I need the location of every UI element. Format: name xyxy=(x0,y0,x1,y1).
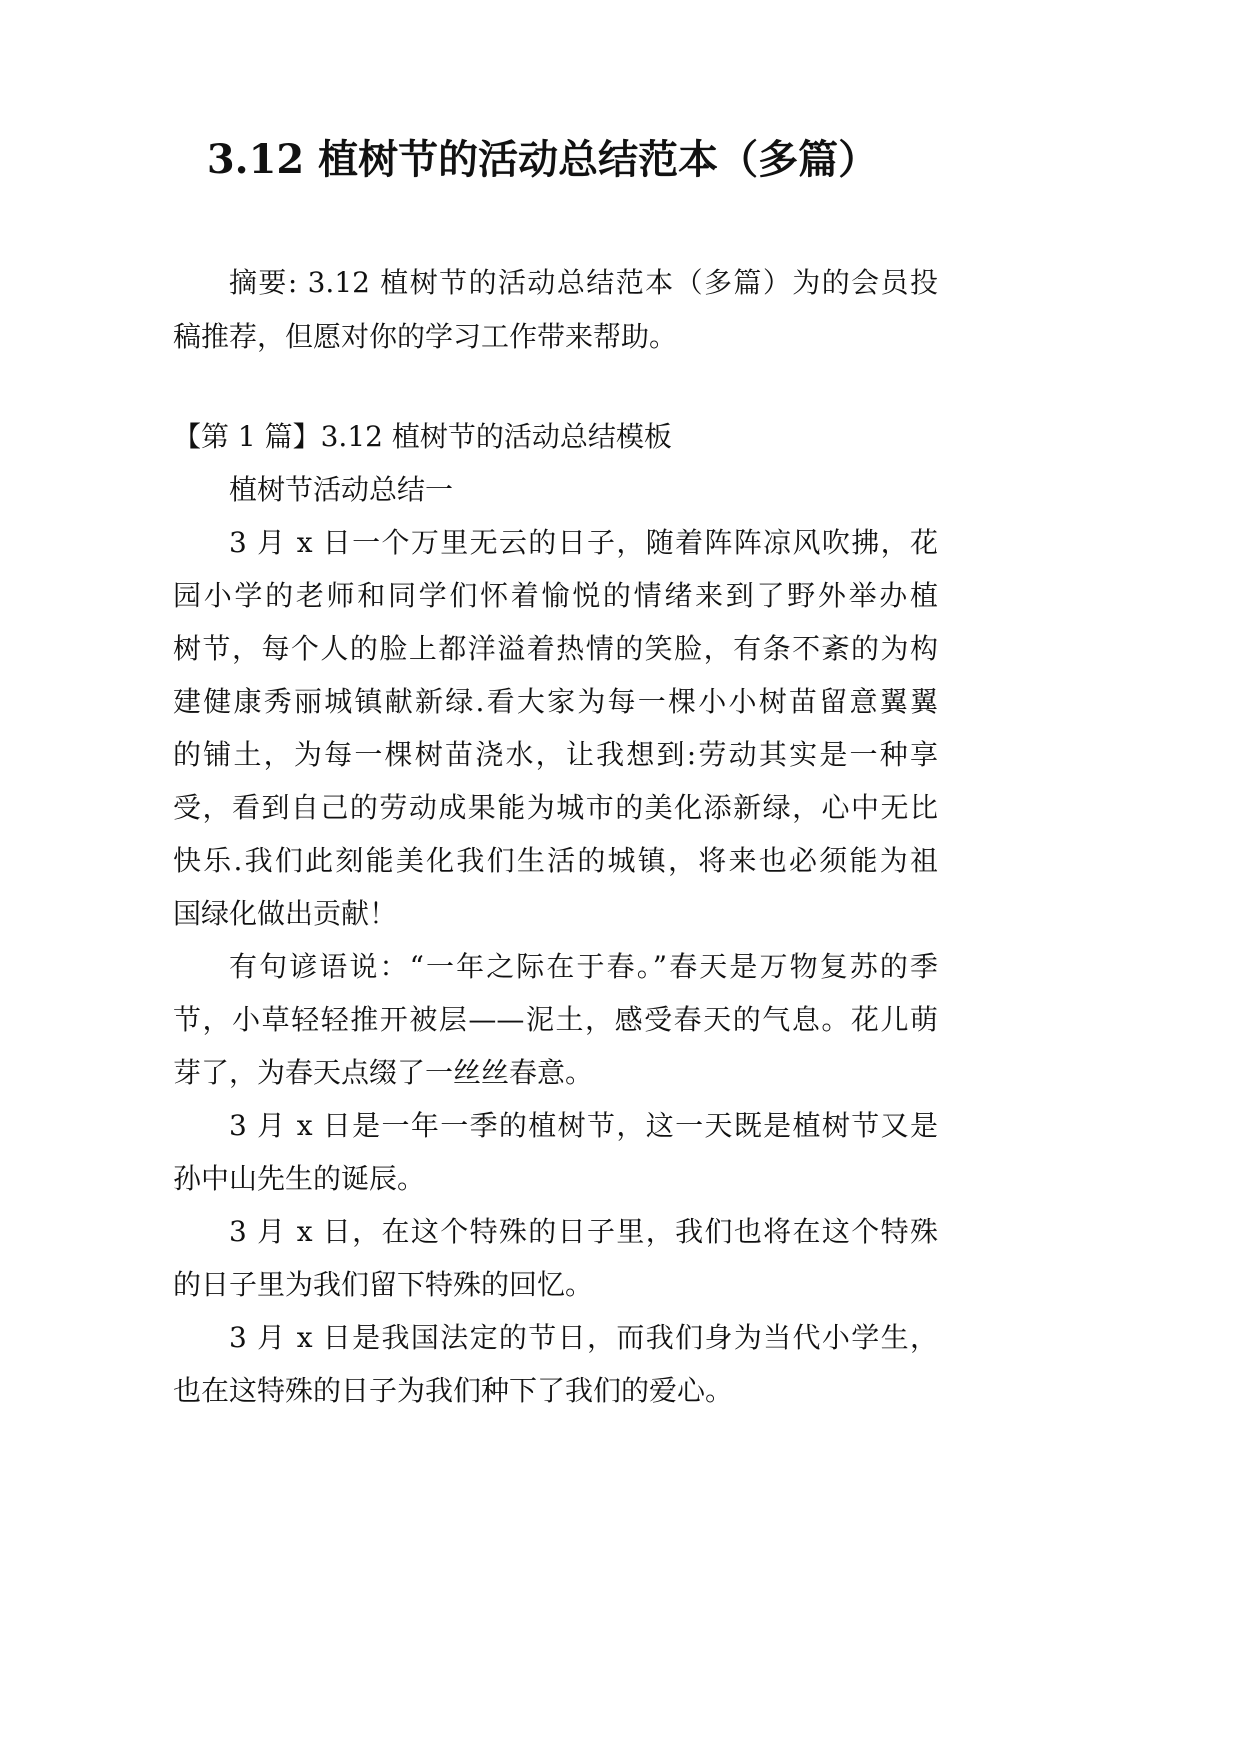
paragraph-line: 节，小草轻轻推开被层——泥土，感受春天的气息。花儿萌 xyxy=(173,1003,938,1036)
paragraph-line: 芽了，为春天点缀了一丝丝春意。 xyxy=(173,1056,594,1089)
paragraph-line: 建健康秀丽城镇献新绿.看大家为每一棵小小树苗留意翼翼 xyxy=(173,685,938,718)
paragraph-line: 树节，每个人的脸上都洋溢着热情的笑脸，有条不紊的为构 xyxy=(173,632,938,665)
document-title: 3.12 植树节的活动总结范本（多篇） xyxy=(206,136,879,183)
section-heading: 【第 1 篇】3.12 植树节的活动总结模板 xyxy=(173,420,672,453)
paragraph-line: 3 月 x 日一个万里无云的日子，随着阵阵凉风吹拂，花 xyxy=(229,526,938,559)
paragraph-line: 3 月 x 日是我国法定的节日，而我们身为当代小学生， xyxy=(229,1321,938,1354)
paragraph xyxy=(173,1205,938,1311)
paragraph-line: 3 月 x 日，在这个特殊的日子里，我们也将在这个特殊 xyxy=(229,1215,938,1248)
paragraph xyxy=(173,1311,938,1417)
paragraph xyxy=(173,516,938,940)
paragraph-line: 的日子里为我们留下特殊的回忆。 xyxy=(173,1268,594,1301)
paragraph-subtitle xyxy=(173,463,938,516)
paragraph-line: 园小学的老师和同学们怀着愉悦的情绪来到了野外举办植 xyxy=(173,579,938,612)
abstract-line: 稿推荐，但愿对你的学习工作带来帮助。 xyxy=(173,320,678,353)
paragraph-line: 受，看到自己的劳动成果能为城市的美化添新绿，心中无比 xyxy=(173,791,938,824)
paragraph-line: 的铺土，为每一棵树苗浇水，让我想到:劳动其实是一种享 xyxy=(173,738,938,771)
abstract-line: 摘要: 3.12 植树节的活动总结范本（多篇）为的会员投 xyxy=(229,266,938,299)
paragraph-line: 有句谚语说：“一年之际在于春。”春天是万物复苏的季 xyxy=(229,950,938,983)
paragraph-line: 也在这特殊的日子为我们种下了我们的爱心。 xyxy=(173,1374,734,1407)
paragraph-line: 国绿化做出贡献！ xyxy=(173,897,398,930)
paragraph xyxy=(173,1099,938,1205)
paragraph-line: 快乐.我们此刻能美化我们生活的城镇，将来也必须能为祖 xyxy=(173,844,938,877)
paragraph xyxy=(173,940,938,1099)
abstract xyxy=(173,256,938,364)
section-1 xyxy=(173,410,938,1417)
paragraph-line: 植树节活动总结一 xyxy=(229,473,454,506)
paragraph-line: 3 月 x 日是一年一季的植树节，这一天既是植树节又是 xyxy=(229,1109,938,1142)
paragraph-line: 孙中山先生的诞辰。 xyxy=(173,1162,426,1195)
